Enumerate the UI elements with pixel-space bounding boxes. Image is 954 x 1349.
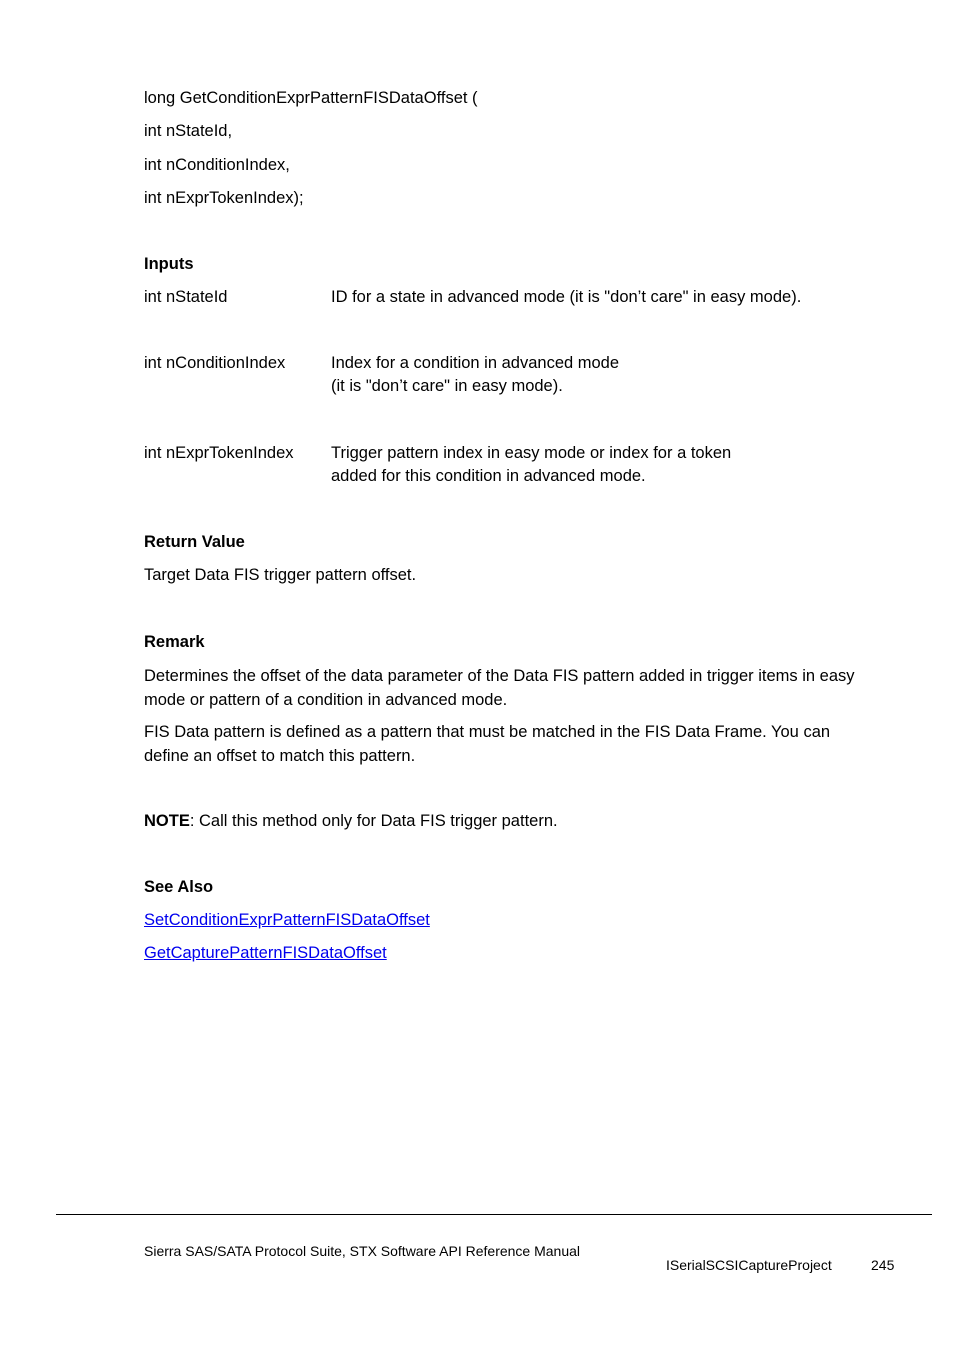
footer-page-number: 245: [871, 1257, 895, 1273]
return-value-heading: Return Value: [144, 533, 245, 551]
param-desc-condition-index: [331, 352, 891, 398]
remark-paragraph-2: FIS Data pattern is defined as a pattern that must be matched in the FIS Data Frame. You can define an offset to match this pattern.: [144, 723, 831, 765]
link-set-condition-expr-pattern-fis-data-offset[interactable]: SetConditionExprPatternFISDataOffset: [144, 911, 430, 929]
note-label: NOTE: [144, 812, 190, 830]
footer-section-name: ISerialSCSICaptureProject: [666, 1257, 832, 1273]
note: [144, 810, 558, 833]
param-name-condition-index: int nConditionIndex: [144, 354, 286, 372]
see-also-heading: See Also: [144, 878, 214, 896]
signature-line-param-state: int nStateId,: [144, 122, 233, 140]
see-also-item-2: [144, 942, 387, 965]
param-desc-state-id-line: ID for a state in advanced mode (it is "don’t care" in easy mode).: [331, 288, 802, 306]
see-also-item-1: [144, 909, 430, 932]
inputs-heading: Inputs: [144, 255, 194, 273]
signature-line-param-condition: int nConditionIndex,: [144, 156, 290, 174]
signature-line-return-type: long GetConditionExprPatternFISDataOffset (: [144, 89, 478, 107]
remark-paragraph-1: Determines the offset of the data parameter of the Data FIS pattern added in trigger items in easy mode or pattern of a condition in advanced mode.: [144, 667, 855, 709]
footer-manual-title: Sierra SAS/SATA Protocol Suite, STX Software API Reference Manual: [144, 1243, 581, 1259]
param-name-state-id: int nStateId: [144, 288, 228, 306]
param-desc-condition-index-line1: Index for a condition in advanced mode: [331, 354, 620, 372]
param-desc-expr-token-index-line1: Trigger pattern index in easy mode or index for a token: [331, 444, 732, 462]
note-text: : Call this method only for Data FIS trigger pattern.: [189, 812, 558, 830]
footer-divider: [56, 1214, 932, 1215]
link-get-capture-pattern-fis-data-offset[interactable]: GetCapturePatternFISDataOffset: [144, 944, 387, 962]
param-desc-state-id: [331, 286, 891, 309]
param-desc-condition-index-line2: (it is "don’t care" in easy mode).: [331, 377, 563, 395]
param-name-expr-token-index: int nExprTokenIndex: [144, 444, 294, 462]
signature-line-param-token: int nExprTokenIndex);: [144, 189, 304, 207]
param-desc-expr-token-index-line2: added for this condition in advanced mode.: [331, 467, 646, 485]
return-value-text: Target Data FIS trigger pattern offset.: [144, 566, 417, 584]
param-desc-expr-token-index: [331, 442, 891, 488]
remark-heading: Remark: [144, 633, 205, 651]
